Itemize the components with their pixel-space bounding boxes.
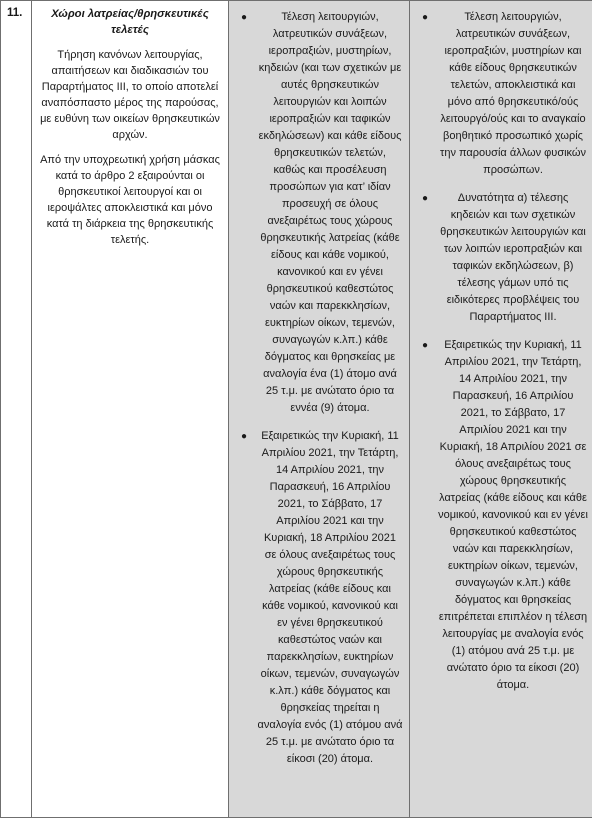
list-item-text: Εξαιρετικώς την Κυριακή, 11 Απριλίου 2021, την Τετάρτη, 14 Απριλίου 2021, την Παρασκευή, 16 Απριλίου 2021, το Σάββατο, 17 Απριλίου 2021 και την Κυριακή, 18 Απριλίου 2021 σε όλους ανεξαιρέτως τους χώρους θρησκευτικής λατρείας (κάθε είδους και κάθε νομικού, κανονικού και εν γένει θρησκευτικού καθεστώτος ναών και παρεκκλησίων, ευκτηρίων οίκων, τεμενών, συναγωγών κ.λπ.) κάθε δόγματος και θρησκείας τηρείται η αναλογία ενός (1) ατόμου ανά 25 τ.μ. με ανώτατο όριο τα είκοσι (20) άτομα. [257, 430, 403, 765]
list-item [235, 9, 403, 417]
bullet-icon: ● [422, 193, 429, 204]
list-item [416, 190, 588, 326]
row-number: 11. [7, 7, 23, 19]
list-item-text: Τέλεση λειτουργιών, λατρευτικών συνάξεων, ιεροπραξιών, μυστηρίων, κηδειών (και των σχετικών με αυτές θρησκευτικών λειτουργιών και λοιπών ιεροπραξιών και ταφικών εκδηλώσεων) και κάθε είδους θρησκευτικών τελετών, καθώς και προσέλευση προσώπων για κατ’ ιδίαν προσευχή σε όλους ανεξαιρέτως τους χώρους θρησκευτικής λατρείας (κάθε είδους και κάθε νομικού, κανονικού και εν γένει θρησκευτικού καθεστώτος ναών και παρεκκλησίων, ευκτηρίων οίκων, τεμενών, συναγωγών κ.λπ.) κάθε δόγματος και θρησκείας με αναλογία ένα (1) άτομο ανά 25 τ.μ. με ανώτατο όριο τα εννέα (9) άτομα. [258, 11, 402, 414]
description-paragraph: Τήρηση κανόνων λειτουργίας, απαιτήσεων και διαδικασιών του Παραρτήματος ΙΙΙ, το οποίο αποτελεί αναπόσπαστο μέρος της παρούσας, με ευθύνη των οικείων θρησκευτικών αρχών. [40, 49, 220, 141]
row-title: Χώροι λατρείας/θρησκευτικές τελετές [51, 8, 209, 36]
bullet-icon: ● [422, 12, 429, 23]
table-row [1, 1, 592, 818]
list-item-text: Τέλεση λειτουργιών, λατρευτικών συνάξεων, ιεροπραξιών, μυστηρίων και κάθε είδους θρησκευτικών τελετών, αποκλειστικά και μόνο από θρησκευτικό/ούς λειτουργό/ούς και το αναγκαίο βοηθητικό προσωπικό χωρίς την παρουσία άλλων φυσικών προσώπων. [439, 11, 587, 176]
bullet-icon: ● [422, 340, 429, 351]
bullet-icon: ● [241, 12, 248, 23]
list-item-text: Εξαιρετικώς την Κυριακή, 11 Απριλίου 2021, την Τετάρτη, 14 Απριλίου 2021, την Παρασκευή, 16 Απριλίου 2021, το Σάββατο, 17 Απριλίου 2021 και την Κυριακή, 18 Απριλίου 2021 σε όλους ανεξαιρέτως τους χώρους θρησκευτικής λατρείας (κάθε είδους και κάθε νομικού, κανονικού και εν γένει θρησκευτικού καθεστώτος ναών και παρεκκλησίων, ευκτηρίων οίκων, τεμενών, συναγωγών κ.λπ.) κάθε δόγματος και θρησκείας επιτρέπεται επιπλέον η τέλεση λειτουργίας με αναλογία ενός (1) ατόμου ανά 25 τ.μ. με ανώτατο όριο τα είκοσι (20) άτομα. [438, 339, 588, 691]
description-cell [32, 1, 229, 818]
bullet-icon: ● [241, 431, 248, 442]
list-item [235, 428, 403, 768]
list-item-text: Δυνατότητα α) τέλεσης κηδειών και των σχετικών θρησκευτικών λειτουργιών και των λοιπών ιεροπραξιών και ταφικών εκδηλώσεων, β) τέλεσης γάμων υπό τις ειδικότερες προβλέψεις του Παραρτήματος ΙΙΙ. [440, 192, 586, 323]
measures-column-a [229, 1, 410, 818]
row-number-cell [1, 1, 32, 818]
measures-list-b [410, 1, 592, 694]
measures-column-b [410, 1, 592, 818]
list-item [416, 337, 588, 694]
description-paragraph: Από την υποχρεωτική χρήση μάσκας κατά το άρθρο 2 εξαιρούνται οι θρησκευτικοί λειτουργοί και οι ιεροψάλτες αποκλειστικά και μόνο κατά τη διάρκεια της θρησκευτικής τελετής. [40, 154, 220, 246]
list-item [416, 9, 588, 179]
measures-list-a [229, 1, 409, 768]
